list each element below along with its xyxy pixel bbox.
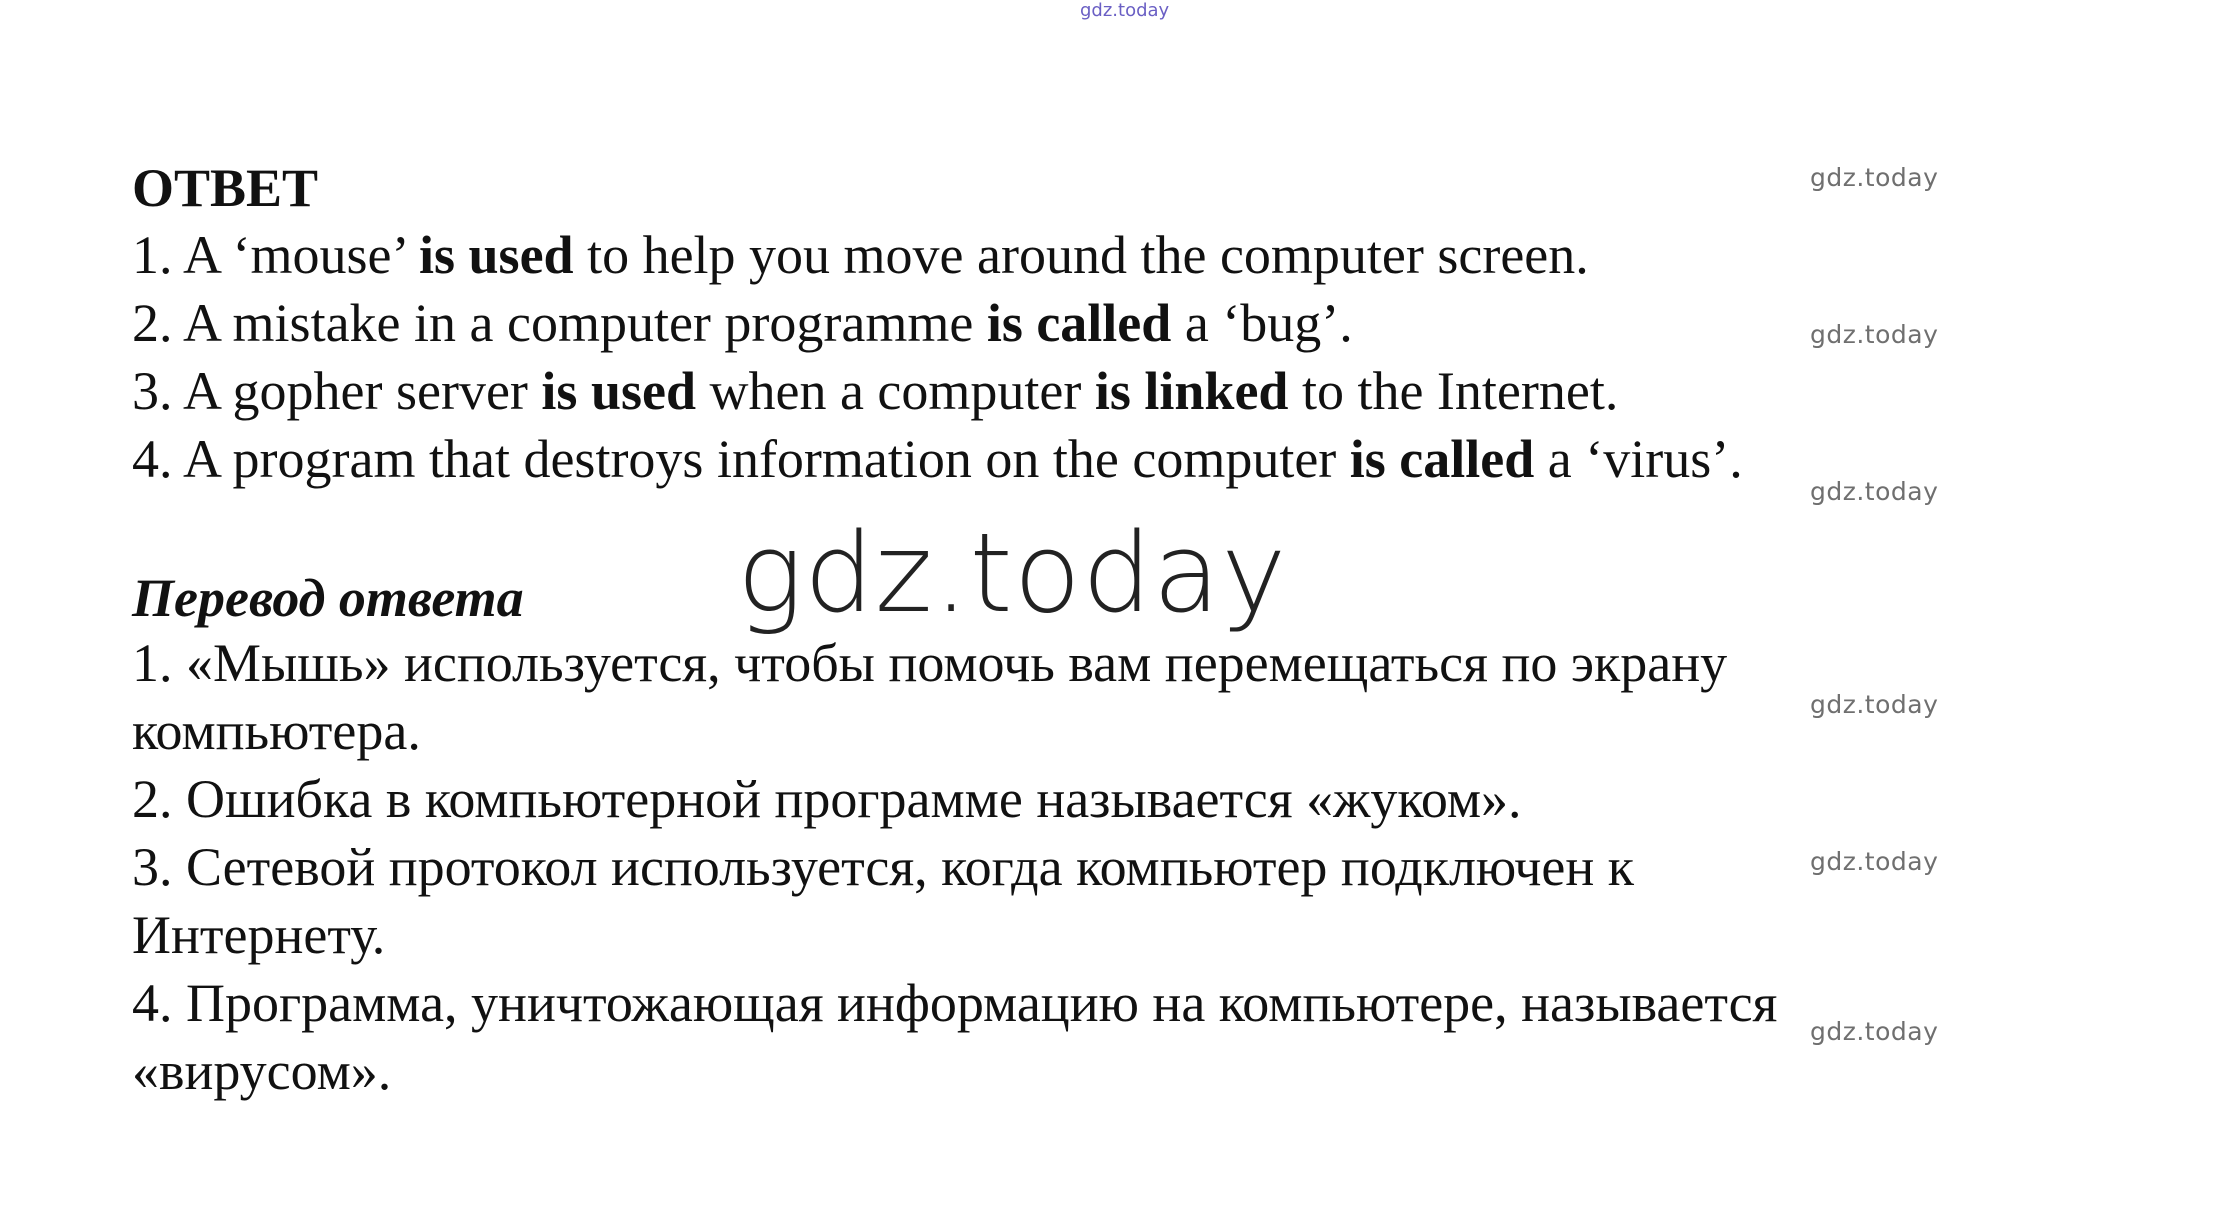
translation-line: Интернету.: [132, 905, 386, 965]
sentence-text: when a computer: [696, 361, 1095, 421]
sentence-number: 1.: [132, 225, 173, 285]
sentence-text: A mistake in a computer programme: [183, 293, 987, 353]
center-watermark: gdz.today: [737, 509, 1288, 637]
answer-sentence-3: [132, 358, 1618, 424]
passive-verb: is used: [419, 225, 574, 285]
passive-verb: is used: [541, 361, 696, 421]
sentence-text: a ‘virus’.: [1534, 429, 1743, 489]
answer-heading: ОТВЕТ: [132, 158, 319, 218]
sentence-text: to help you move around the computer screen.: [573, 225, 1589, 285]
translation-line: 2. Ошибка в компьютерной программе называется «жуком».: [132, 769, 1522, 829]
sentence-text: A program that destroys information on the computer: [183, 429, 1350, 489]
translation-line: 1. «Мышь» используется, чтобы помочь вам перемещаться по экрану: [132, 633, 1728, 693]
side-watermark: gdz.today: [1810, 690, 1939, 719]
translation-line: «вирусом».: [132, 1041, 392, 1101]
passive-verb: is called: [1349, 429, 1535, 489]
sentence-text: A gopher server: [183, 361, 542, 421]
translation-heading: Перевод ответа: [132, 568, 524, 628]
side-watermark: gdz.today: [1810, 847, 1939, 876]
passive-verb: is linked: [1094, 361, 1289, 421]
answer-sentence-1: [132, 222, 1589, 288]
sentence-text: to the Internet.: [1288, 361, 1619, 421]
answer-sentence-2: [132, 290, 1353, 356]
sentence-number: 2.: [132, 293, 173, 353]
top-watermark: gdz.today: [1080, 0, 1170, 21]
translation-line: 3. Сетевой протокол используется, когда компьютер подключен к: [132, 837, 1634, 897]
translation-line: 4. Программа, уничтожающая информацию на компьютере, называется: [132, 973, 1778, 1033]
answer-sentence-4: [132, 426, 1743, 492]
sentence-number: 3.: [132, 361, 173, 421]
sentence-text: A ‘mouse’: [183, 225, 419, 285]
side-watermark: gdz.today: [1810, 477, 1939, 506]
passive-verb: is called: [986, 293, 1172, 353]
sentence-text: a ‘bug’.: [1171, 293, 1353, 353]
side-watermark: gdz.today: [1810, 1017, 1939, 1046]
side-watermark: gdz.today: [1810, 163, 1939, 192]
sentence-number: 4.: [132, 429, 173, 489]
translation-line: компьютера.: [132, 701, 421, 761]
side-watermark: gdz.today: [1810, 320, 1939, 349]
